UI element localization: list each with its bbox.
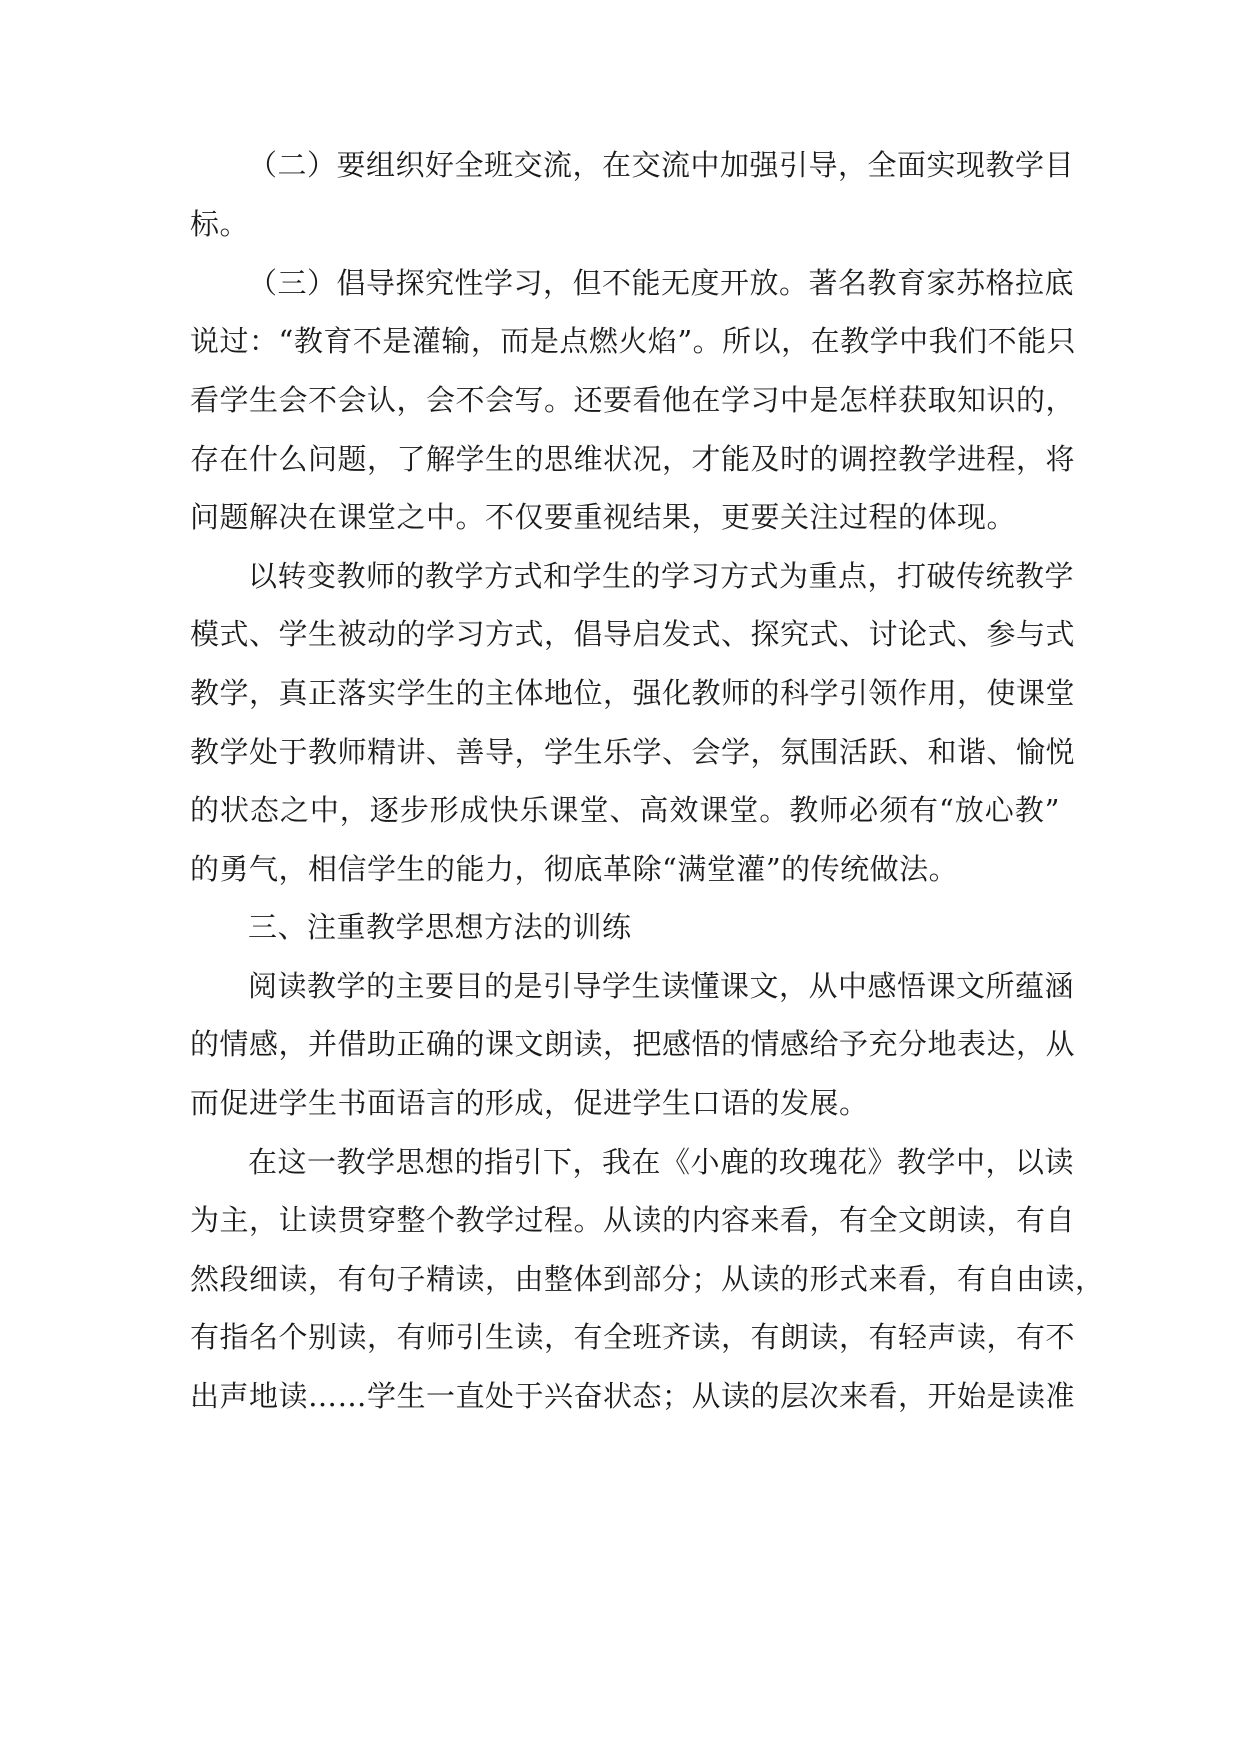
text-line: 的情感，并借助正确的课文朗读，把感悟的情感给予充分地表达，从 [190, 1027, 1076, 1061]
text-line: （二）要组织好全班交流，在交流中加强引导，全面实现教学目 [248, 148, 1075, 182]
text-line: 教学，真正落实学生的主体地位，强化教师的科学引领作用，使课堂 [190, 676, 1076, 710]
text-line: 问题解决在课堂之中。不仅要重视结果，更要关注过程的体现。 [190, 500, 1017, 534]
text-line: 为主，让读贯穿整个教学过程。从读的内容来看，有全文朗读，有自 [190, 1203, 1076, 1237]
text-line: 的勇气，相信学生的能力，彻底革除“满堂灌”的传统做法。 [190, 852, 959, 886]
text-line: 然段细读，有句子精读，由整体到部分；从读的形式来看，有自由读， [190, 1262, 1105, 1296]
section-heading: 三、注重教学思想方法的训练 [248, 910, 632, 944]
text-line: 阅读教学的主要目的是引导学生读懂课文，从中感悟课文所蕴涵 [248, 969, 1075, 1003]
text-line: 说过：“教育不是灌输，而是点燃火焰”。所以，在教学中我们不能只 [190, 324, 1077, 358]
text-line: 教学处于教师精讲、善导，学生乐学、会学，氛围活跃、和谐、愉悦 [190, 735, 1076, 769]
text-line: 看学生会不会认，会不会写。还要看他在学习中是怎样获取知识的， [190, 383, 1076, 417]
text-line: 标。 [190, 207, 250, 241]
text-line: 的状态之中，逐步形成快乐课堂、高效课堂。教师必须有“放心教” [190, 793, 1060, 827]
text-line: 模式、学生被动的学习方式，倡导启发式、探究式、讨论式、参与式 [190, 617, 1076, 651]
text-line: 而促进学生书面语言的形成，促进学生口语的发展。 [190, 1086, 869, 1120]
text-line: 有指名个别读，有师引生读，有全班齐读，有朗读，有轻声读，有不 [190, 1320, 1076, 1354]
text-line: 出声地读……学生一直处于兴奋状态；从读的层次来看，开始是读准 [190, 1379, 1076, 1413]
text-line: （三）倡导探究性学习，但不能无度开放。著名教育家苏格拉底 [248, 266, 1075, 300]
text-line: 存在什么问题，了解学生的思维状况，才能及时的调控教学进程，将 [190, 442, 1076, 476]
text-line: 以转变教师的教学方式和学生的学习方式为重点，打破传统教学 [248, 559, 1075, 593]
text-line: 在这一教学思想的指引下，我在《小鹿的玫瑰花》教学中，以读 [248, 1145, 1075, 1179]
